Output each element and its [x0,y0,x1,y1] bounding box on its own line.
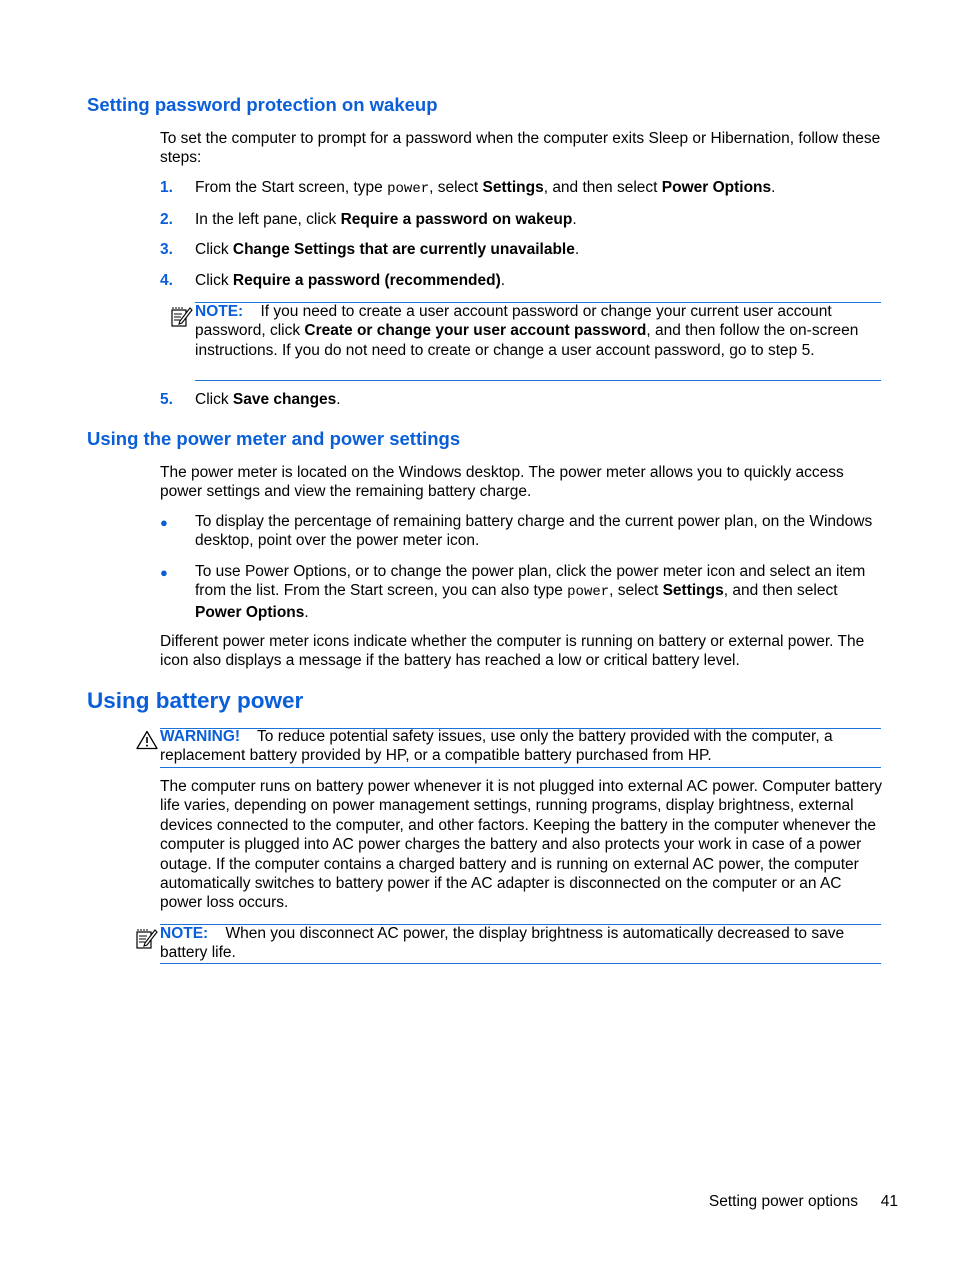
step-number: 3. [160,241,173,258]
step-number: 2. [160,211,173,228]
code-power: power [387,181,430,197]
bullet-1-text: To display the percentage of remaining battery charge and the current power plan, on the Windows desktop, point over the power meter icon. [195,513,873,550]
step-5-text: Click Save changes. [195,391,341,408]
section-heading-battery-power: Using battery power [87,688,304,713]
footer-section-title: Setting power options [708,1193,858,1210]
note-rule-bottom [195,380,881,381]
step-1-text: From the Start screen, type power, select Settings, and then select Power Options. [195,179,776,197]
note-icon [135,927,159,951]
step-2-text: In the left pane, click Require a password on wakeup. [195,211,577,228]
note-box-1: NOTE: If you need to create a user account password or change your current user account password, click Create or change your user account password, and then follow the on-screen instructions. If you do not need to create or change a user account password, go to step 5. [195,303,859,359]
warning-icon [136,730,158,750]
warning-box: WARNING! To reduce potential safety issues, use only the battery provided with the computer, a replacement battery provided by HP, or a compatible battery purchased from HP. [160,728,833,765]
step-number: 5. [160,391,173,408]
warning-rule-bottom [160,767,881,768]
section-heading-power-meter: Using the power meter and power settings [87,428,461,449]
bullet-icon: ● [160,515,168,530]
bullet-icon: ● [160,565,168,580]
bullet-2-text: To use Power Options, or to change the power plan, click the power meter icon and select an item from the list. From the Start screen, you can also type power, select Settings, and then select Power Options. [195,563,866,621]
step-4-text: Click Require a password (recommended). [195,272,506,289]
page-number: 41 [880,1193,898,1210]
step-number: 4. [160,272,173,289]
section-outro: Different power meter icons indicate whether the computer is running on battery or external power. The icon also displays a message if the battery has reached a low or critical battery level. [160,633,865,670]
code-power: power [567,584,610,601]
step-number: 1. [160,179,173,196]
note-label: NOTE: [195,303,244,320]
note-label: NOTE: [160,925,209,942]
section-intro: The power meter is located on the Windows desktop. The power meter allows you to quickly access power settings and view the remaining battery charge. [160,464,844,501]
warning-label: WARNING! [160,728,241,745]
note-rule-bottom [160,963,881,964]
section-intro: To set the computer to prompt for a password when the computer exits Sleep or Hibernation, follow these steps: [160,130,881,167]
section-heading-password-wakeup: Setting password protection on wakeup [87,94,438,115]
step-3-text: Click Change Settings that are currently unavailable. [195,241,580,258]
note-box-2: NOTE: When you disconnect AC power, the display brightness is automatically decreased to save battery life. [160,925,845,962]
battery-body-text: The computer runs on battery power whenever it is not plugged into external AC power. Computer battery life varies, depending on power management settings, running programs, display brightness, external devices connected to the computer, and other factors. Keeping the battery in the computer whenever the computer is plugged into AC power charges the battery and also protects your work in case of a power outage. If the computer contains a charged battery and is running on external AC power, the computer automatically switches to battery power if the AC adapter is disconnected on the computer or an AC power loss occurs. [160,778,882,912]
note-icon [170,305,194,329]
